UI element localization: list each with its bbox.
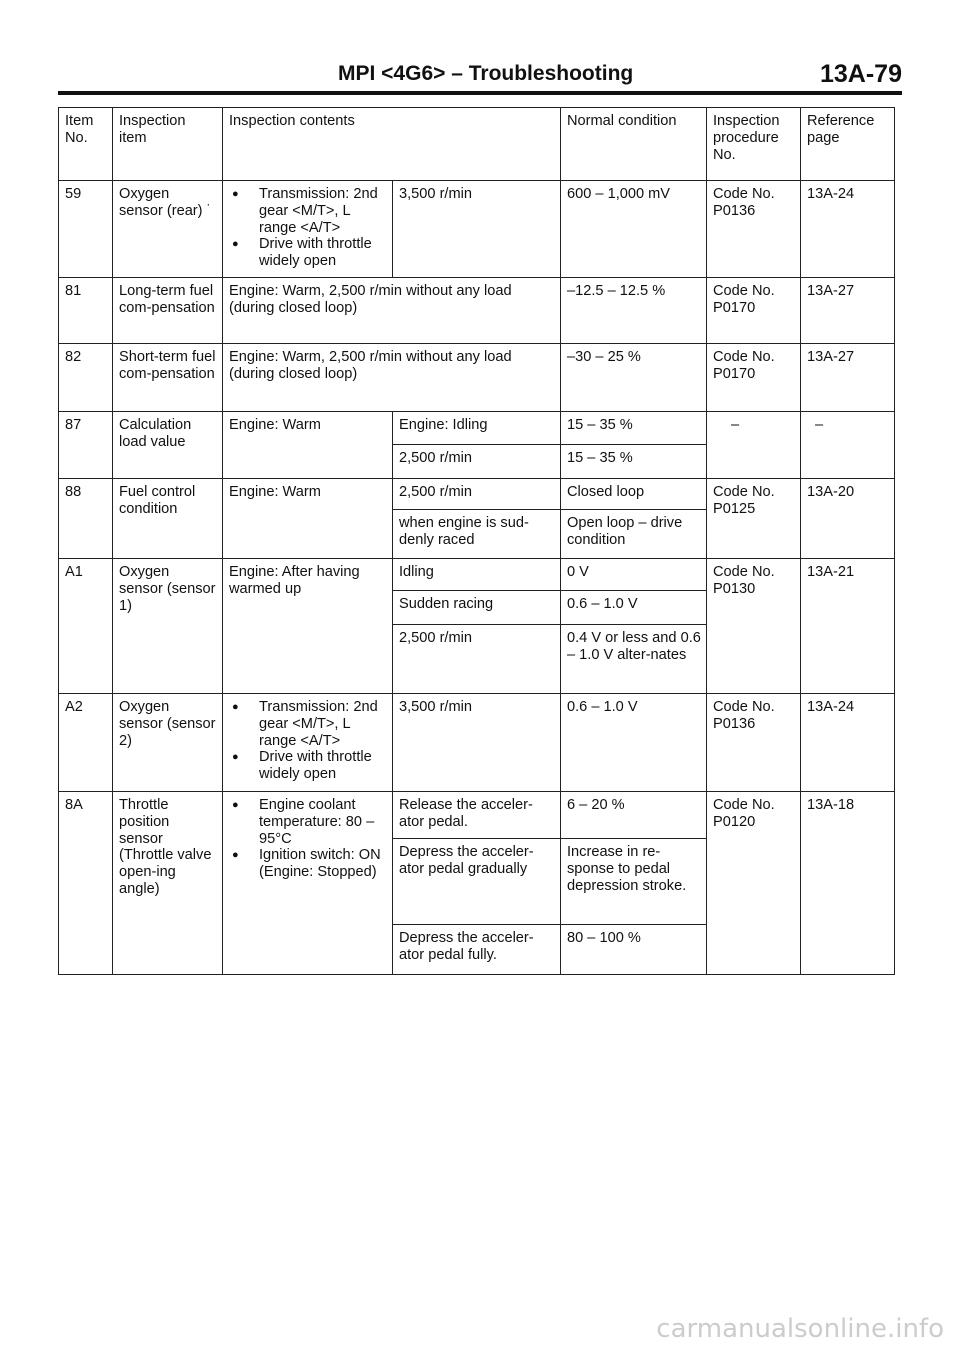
normal-condition: 0.6 – 1.0 V — [561, 694, 707, 792]
inspection-item: Long-term fuel com-pensation — [113, 278, 223, 344]
item-no: 87 — [59, 412, 113, 479]
table-row — [59, 181, 895, 278]
contents-condition: Depress the acceler-ator pedal fully. — [393, 925, 561, 975]
procedure-no: Code No. P0170 — [707, 344, 801, 412]
inspection-contents: Engine: Warm — [223, 412, 393, 479]
inspection-item: Oxygen sensor (sensor 2) — [113, 694, 223, 792]
header-normal-condition: Normal condition — [561, 108, 707, 181]
reference-page: 13A-20 — [801, 479, 895, 559]
item-no: 82 — [59, 344, 113, 412]
header-item-no: Item No. — [59, 108, 113, 181]
inspection-item: Throttle position sensor (Throttle valve open-ing angle) — [113, 792, 223, 975]
inspection-contents: Engine: Warm, 2,500 r/min without any load (during closed loop) — [223, 278, 561, 344]
item-no: A1 — [59, 559, 113, 694]
contents-bullet: ● Drive with throttle widely open — [229, 236, 387, 270]
item-no: 8A — [59, 792, 113, 975]
contents-condition: 2,500 r/min — [393, 445, 561, 479]
inspection-contents — [223, 792, 393, 975]
procedure-no: Code No. P0130 — [707, 559, 801, 694]
inspection-item: Short-term fuel com-pensation — [113, 344, 223, 412]
table-header-row — [59, 108, 895, 181]
normal-condition: Open loop – drive condition — [561, 510, 707, 559]
inspection-item: Oxygen sensor (sensor 1) — [113, 559, 223, 694]
header-inspection-procedure: Inspection procedure No. — [707, 108, 801, 181]
normal-condition: 15 – 35 % — [561, 412, 707, 445]
normal-condition: 0.6 – 1.0 V — [561, 591, 707, 625]
header-inspection-item: Inspection item — [113, 108, 223, 181]
reference-page: 13A-27 — [801, 344, 895, 412]
normal-condition: Increase in re-sponse to pedal depression stroke. — [561, 839, 707, 925]
inspection-contents — [223, 694, 393, 792]
table-row — [59, 479, 895, 510]
procedure-no: Code No. P0170 — [707, 278, 801, 344]
procedure-no: Code No. P0125 — [707, 479, 801, 559]
contents-condition: 2,500 r/min — [393, 479, 561, 510]
reference-page: 13A-21 — [801, 559, 895, 694]
normal-condition: 15 – 35 % — [561, 445, 707, 479]
reference-page: 13A-27 — [801, 278, 895, 344]
page-title: MPI <4G6> – Troubleshooting — [338, 62, 634, 85]
table-row — [59, 412, 895, 445]
reference-page: – — [801, 412, 895, 479]
normal-condition: 0.4 V or less and 0.6 – 1.0 V alter-nates — [561, 625, 707, 694]
contents-condition: Release the acceler-ator pedal. — [393, 792, 561, 839]
watermark: carmanualsonline.info — [656, 1314, 944, 1344]
contents-bullet: ● Engine coolant temperature: 80 – 95°C — [229, 797, 387, 847]
contents-condition: 3,500 r/min — [393, 694, 561, 792]
inspection-contents: Engine: Warm, 2,500 r/min without any load (during closed loop) — [223, 344, 561, 412]
contents-bullet: ● Ignition switch: ON (Engine: Stopped) — [229, 847, 387, 881]
reference-page: 13A-24 — [801, 181, 895, 278]
reference-page: 13A-18 — [801, 792, 895, 975]
contents-condition: when engine is sud-denly raced — [393, 510, 561, 559]
table-row — [59, 278, 895, 344]
inspection-contents — [223, 181, 393, 278]
inspection-item: Calculation load value — [113, 412, 223, 479]
table-row — [59, 694, 895, 792]
item-no: 81 — [59, 278, 113, 344]
inspection-contents: Engine: After having warmed up — [223, 559, 393, 694]
contents-bullet: ● Transmission: 2nd gear <M/T>, L range <A/T> — [229, 186, 387, 236]
contents-condition: Engine: Idling — [393, 412, 561, 445]
normal-condition: –12.5 – 12.5 % — [561, 278, 707, 344]
contents-condition: 3,500 r/min — [393, 181, 561, 278]
table-row — [59, 559, 895, 591]
header-inspection-contents: Inspection contents — [223, 108, 561, 181]
inspection-item: Oxygen sensor (rear) ˙ — [113, 181, 223, 278]
procedure-no: Code No. P0120 — [707, 792, 801, 975]
page-number: 13A-79 — [820, 60, 902, 88]
inspection-contents: Engine: Warm — [223, 479, 393, 559]
contents-condition: Sudden racing — [393, 591, 561, 625]
normal-condition: Closed loop — [561, 479, 707, 510]
contents-condition: Depress the acceler-ator pedal gradually — [393, 839, 561, 925]
normal-condition: 600 – 1,000 mV — [561, 181, 707, 278]
normal-condition: 0 V — [561, 559, 707, 591]
inspection-table — [58, 107, 895, 975]
normal-condition: –30 – 25 % — [561, 344, 707, 412]
header-reference-page: Reference page — [801, 108, 895, 181]
table-row — [59, 344, 895, 412]
contents-bullet: ● Drive with throttle widely open — [229, 749, 387, 783]
contents-bullet: ● Transmission: 2nd gear <M/T>, L range <A/T> — [229, 699, 387, 749]
page-header — [58, 60, 902, 90]
item-no: 59 — [59, 181, 113, 278]
procedure-no: Code No. P0136 — [707, 694, 801, 792]
inspection-item: Fuel control condition — [113, 479, 223, 559]
normal-condition: 6 – 20 % — [561, 792, 707, 839]
normal-condition: 80 – 100 % — [561, 925, 707, 975]
procedure-no: – — [707, 412, 801, 479]
item-no: 88 — [59, 479, 113, 559]
contents-condition: 2,500 r/min — [393, 625, 561, 694]
procedure-no: Code No. P0136 — [707, 181, 801, 278]
header-rule — [58, 91, 902, 95]
table-row — [59, 792, 895, 839]
reference-page: 13A-24 — [801, 694, 895, 792]
contents-condition: Idling — [393, 559, 561, 591]
item-no: A2 — [59, 694, 113, 792]
